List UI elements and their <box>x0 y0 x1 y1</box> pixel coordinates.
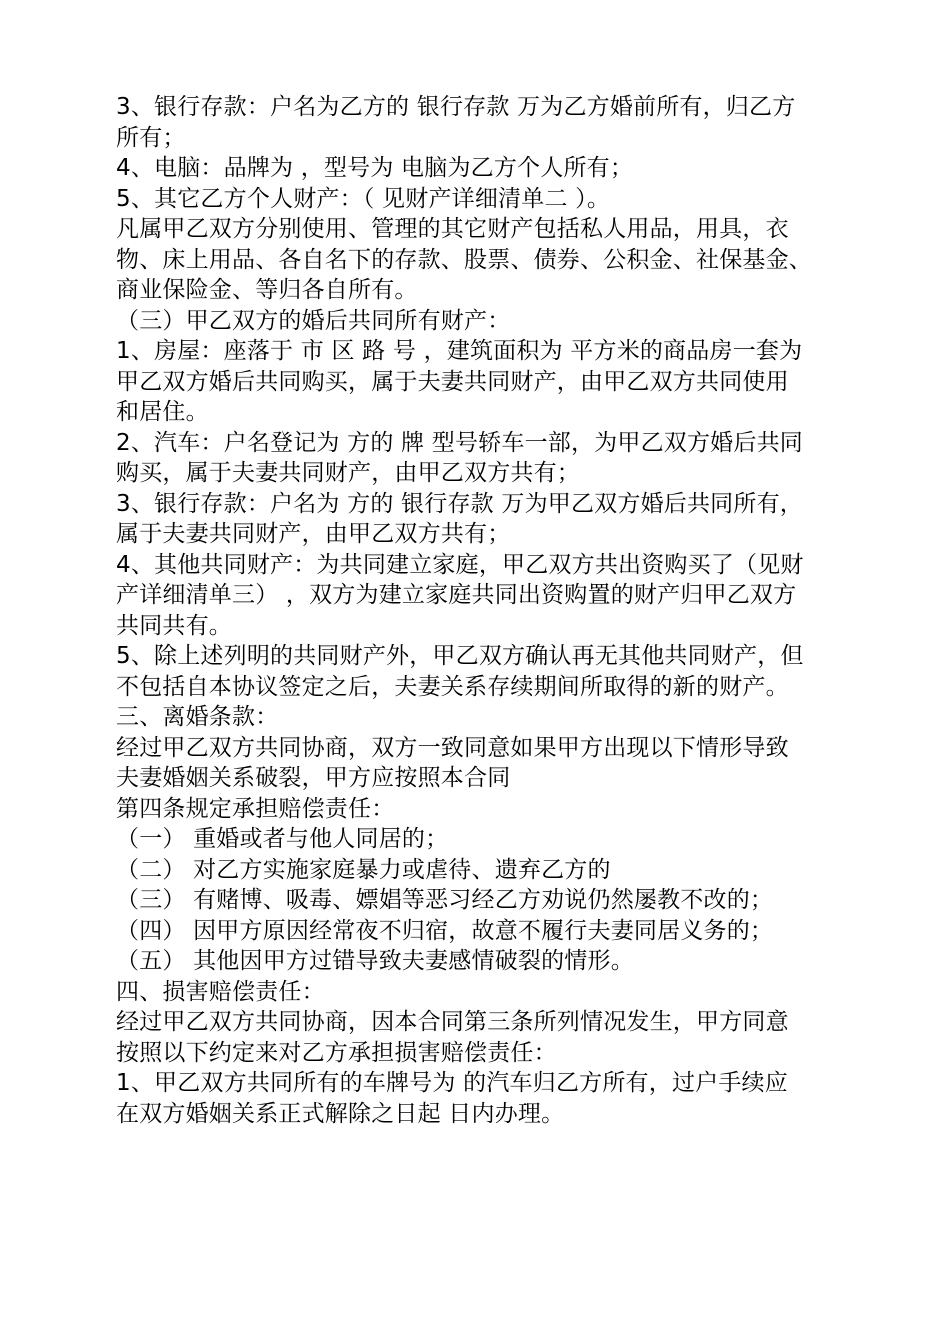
text-line: 共同共有。 <box>116 612 232 639</box>
list-item: （一） 重婚或者与他人同居的； <box>116 826 449 852</box>
text-line: 5、除上述列明的共同财产外，甲乙双方确认再无其他共同财产，但 <box>116 643 804 669</box>
text-line: 5、其它乙方个人财产：（ 见财产详细清单二 ）。 <box>116 185 611 212</box>
text-line: 属于夫妻共同财产，由甲乙双方共有； <box>116 521 511 547</box>
text-line: 第四条规定承担赔偿责任： <box>116 795 395 822</box>
list-item: （四） 因甲方原因经常夜不归宿，故意不履行夫妻同居义务的； <box>116 917 774 944</box>
text-line: 商业保险金、等归各自所有。 <box>116 277 418 303</box>
text-line: 4、电脑：品牌为 ，型号为 电脑为乙方个人所有； <box>116 155 634 181</box>
list-item: （二） 对乙方实施家庭暴力或虐待、遗弃乙方的 <box>116 856 611 883</box>
text-line: 3、银行存款：户名为 方的 银行存款 万为甲乙双方婚后共同所有， <box>116 490 803 517</box>
section-heading: （三）甲乙双方的婚后共同所有财产： <box>116 307 511 334</box>
section-heading: 四、损害赔偿责任： <box>116 978 325 1005</box>
text-line: 不包括自本协议签定之后，夫妻关系存续期间所取得的新的财产。 <box>116 673 789 700</box>
text-line: 经过甲乙双方共同协商，双方一致同意如果甲方出现以下情形导致 <box>116 734 789 761</box>
document-page <box>116 92 838 1129</box>
text-line: 和居住。 <box>116 399 209 425</box>
text-line: 经过甲乙双方共同协商，因本合同第三条所列情况发生，甲方同意 <box>116 1009 789 1035</box>
text-line: 4、其他共同财产：为共同建立家庭，甲乙双方共出资购买了（见财 <box>116 551 804 578</box>
text-line: 产详细清单三） ，双方为建立家庭共同出资购置的财产归甲乙双方 <box>116 582 797 608</box>
text-line: 凡属甲乙双方分别使用、管理的其它财产包括私人用品，用具，衣 <box>116 216 789 242</box>
text-line: 在双方婚姻关系正式解除之日起 日内办理。 <box>116 1100 565 1127</box>
text-line: 甲乙双方婚后共同购买，属于夫妻共同财产，由甲乙双方共同使用 <box>116 368 789 395</box>
text-line: 物、床上用品、各自名下的存款、股票、债券、公积金、社保基金、 <box>116 246 812 273</box>
list-item: （五） 其他因甲方过错导致夫妻感情破裂的情形。 <box>116 948 634 974</box>
text-line: 1、甲乙双方共同所有的车牌号为 的汽车归乙方所有，过户手续应 <box>116 1070 788 1096</box>
text-line: 2、汽车：户名登记为 方的 牌 型号轿车一部，为甲乙双方婚后共同 <box>116 429 803 456</box>
text-line: 所有； <box>116 124 186 151</box>
section-heading: 三、离婚条款： <box>116 704 279 730</box>
list-item: （三） 有赌博、吸毒、嫖娼等恶习经乙方劝说仍然屡教不改的； <box>116 887 774 913</box>
text-line: 按照以下约定来对乙方承担损害赔偿责任： <box>116 1039 557 1066</box>
text-line: 3、银行存款：户名为乙方的 银行存款 万为乙方婚前所有，归乙方 <box>116 94 796 120</box>
text-line: 夫妻婚姻关系破裂，甲方应按照本合同 <box>116 765 511 791</box>
text-line: 1、房屋：座落于 市 区 路 号 ，建筑面积为 平方米的商品房一套为 <box>116 338 803 364</box>
text-line: 购买，属于夫妻共同财产，由甲乙双方共有； <box>116 460 580 486</box>
